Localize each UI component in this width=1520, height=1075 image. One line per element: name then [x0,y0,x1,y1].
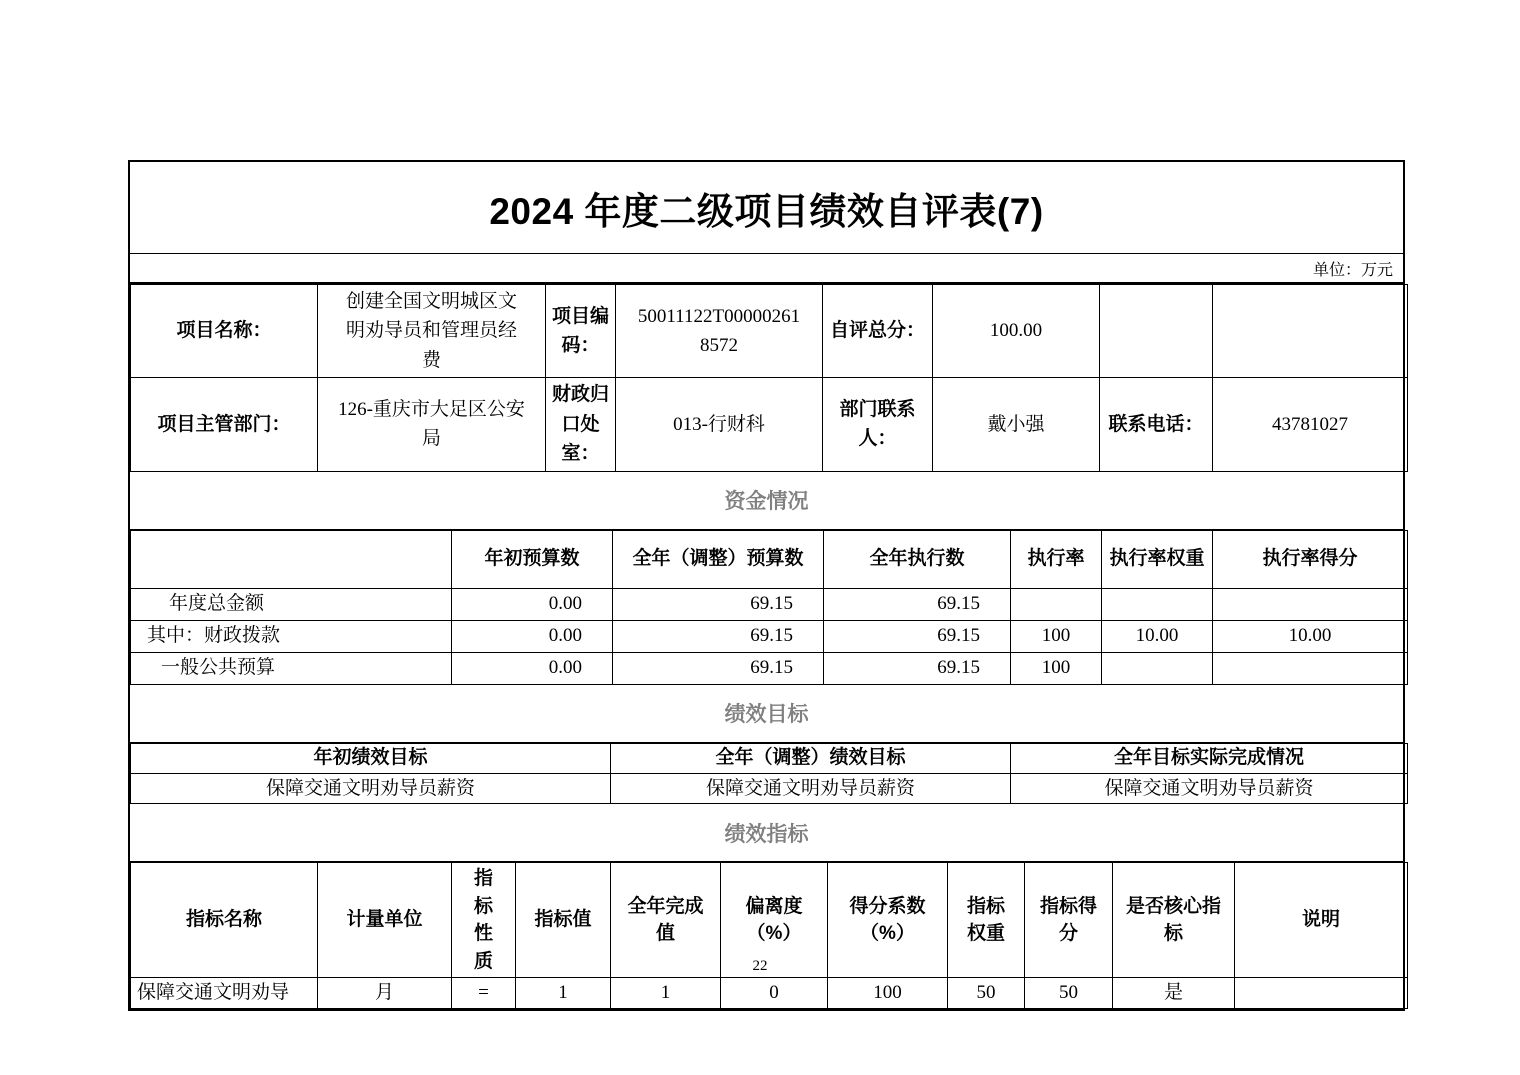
cell: 1 [516,978,611,1008]
header-cell: 执行率得分 [1213,530,1408,588]
cell: 保障交通文明劝导 [131,978,318,1008]
header-cell: 是否核心指标 [1113,863,1235,978]
cell: 项目名称： [131,285,318,378]
header-cell: 全年（调整）绩效目标 [611,743,1011,773]
cell: 一般公共预算 [131,652,452,684]
funding-table-body [131,588,1408,684]
header-cell: 全年完成值 [611,863,721,978]
header-cell: 指标性质 [452,863,516,978]
table-row [131,620,1408,652]
cell: 0.00 [452,620,613,652]
table-row [131,588,1408,620]
cell [1011,588,1102,620]
header-cell: 说明 [1235,863,1408,978]
header-cell: 计量单位 [318,863,452,978]
cell: 保障交通文明劝导员薪资 [611,773,1011,803]
goals-table [130,743,1408,804]
header-cell: 得分系数（%） [828,863,948,978]
cell: 其中：财政拨款 [131,620,452,652]
header-cell [131,530,452,588]
cell: 69.15 [824,620,1011,652]
indicators-table-body [131,978,1408,1008]
cell: 100 [1011,652,1102,684]
title-row [130,162,1403,254]
header-cell: 指标名称 [131,863,318,978]
cell: 财政归口处室： [546,378,616,471]
cell: 10.00 [1213,620,1408,652]
cell: 1 [611,978,721,1008]
cell: 保障交通文明劝导员薪资 [1011,773,1408,803]
funding-table [130,530,1408,685]
header-cell: 全年执行数 [824,530,1011,588]
header-cell: 偏离度（%） [721,863,828,978]
funding-header-row [131,530,1408,588]
cell: 69.15 [824,588,1011,620]
cell: 50 [1025,978,1113,1008]
table-row [131,285,1408,378]
cell: 项目编码： [546,285,616,378]
cell [1235,978,1408,1008]
cell: 69.15 [613,620,824,652]
cell: 100 [1011,620,1102,652]
cell: 联系电话： [1100,378,1213,471]
cell: 部门联系人： [823,378,933,471]
cell: 100.00 [933,285,1100,378]
cell: 50 [948,978,1025,1008]
section-title-indicators: 绩效指标 [130,804,1403,862]
cell [1100,285,1213,378]
header-cell: 执行率权重 [1102,530,1213,588]
cell: 50011122T000002618572 [616,285,823,378]
cell [1102,588,1213,620]
header-cell: 指标得分 [1025,863,1113,978]
funding-table-head [131,530,1408,588]
indicators-table [130,862,1408,1009]
header-cell: 执行率 [1011,530,1102,588]
cell: 69.15 [613,588,824,620]
table-row [131,773,1408,803]
cell: 69.15 [613,652,824,684]
project-info-body [131,285,1408,472]
cell [1102,652,1213,684]
goals-table-head [131,743,1408,773]
cell: 自评总分： [823,285,933,378]
table-row [131,652,1408,684]
cell [1213,285,1408,378]
section-title-goals: 绩效目标 [130,685,1403,743]
cell [1213,588,1408,620]
cell: 0 [721,978,828,1008]
header-cell: 全年（调整）预算数 [613,530,824,588]
cell: 创建全国文明城区文明劝导员和管理员经费 [318,285,546,378]
cell: 戴小强 [933,378,1100,471]
cell: 0.00 [452,588,613,620]
page-title: 2024 年度二级项目绩效自评表(7) [489,190,1044,232]
cell: 项目主管部门： [131,378,318,471]
cell: 月 [318,978,452,1008]
cell: 10.00 [1102,620,1213,652]
self-evaluation-form [128,160,1405,1011]
cell: 0.00 [452,652,613,684]
header-cell: 指标权重 [948,863,1025,978]
cell: 年度总金额 [131,588,452,620]
goals-table-body [131,773,1408,803]
cell: 100 [828,978,948,1008]
cell: 69.15 [824,652,1011,684]
project-info-table [130,284,1408,472]
header-cell: 年初预算数 [452,530,613,588]
cell: 126-重庆市大足区公安局 [318,378,546,471]
cell: 是 [1113,978,1235,1008]
header-cell: 指标值 [516,863,611,978]
unit-note: 单位：万元 [1312,261,1393,279]
cell: = [452,978,516,1008]
cell [1213,652,1408,684]
page-number: 22 [752,958,768,974]
section-title-funding: 资金情况 [130,472,1403,530]
cell: 43781027 [1213,378,1408,471]
header-cell: 年初绩效目标 [131,743,611,773]
table-row [131,378,1408,471]
unit-row [130,254,1403,284]
header-cell: 全年目标实际完成情况 [1011,743,1408,773]
goals-header-row [131,743,1408,773]
table-row [131,978,1408,1008]
cell: 保障交通文明劝导员薪资 [131,773,611,803]
cell: 013-行财科 [616,378,823,471]
